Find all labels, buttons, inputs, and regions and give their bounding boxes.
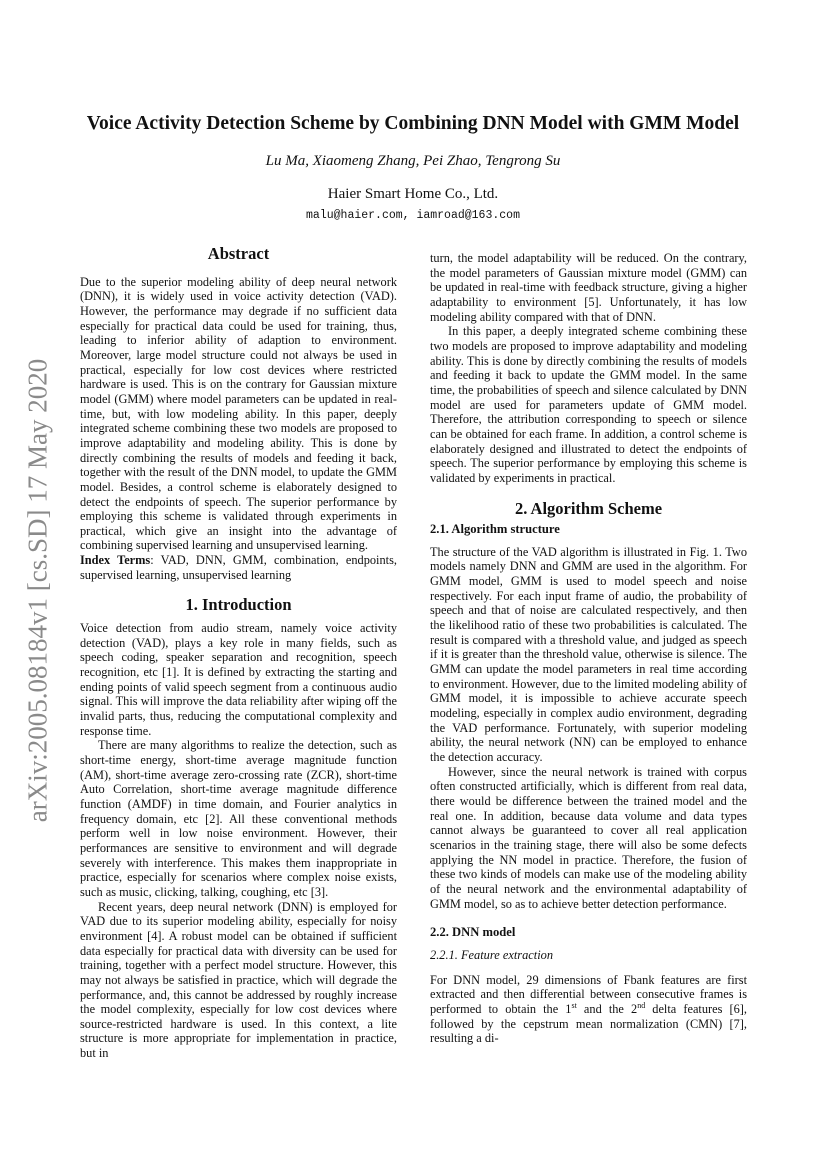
section-2-2-1-heading: 2.2.1. Feature extraction [430, 947, 554, 962]
abstract-text: Due to the superior modeling ability of deep neural network (DNN), it is widely used in voice activity detection (VAD). However, the performance may degrade if no sufficient data especially for practical data could be used for training, thus, leading to inferior ability of adaption to environment. Moreover, large model structure could not always be used in practical, especially for low cost devices where restricted hardware is used. This is on the contrary for Gaussian mixture model (GMM) where model parameters can be updated in real-time, but, with low modeling ability. In this paper, deeply integrated scheme combining these two models are proposed to improve adaptability and modeling ability. This is done by directly combining the results of models and feeding it back, together with the result of the DNN model, to update the GMM model. Besides, a control scheme is elaborately designed to detect the endpoints of speech. The superior performance by employing this scheme is validated through experiments in practical, which give an insight into the advantage of combining supervised learning and unsupervised learning. [80, 274, 397, 553]
superscript: st [571, 1000, 577, 1010]
right-column [430, 251, 747, 1046]
index-terms [80, 553, 397, 582]
paper-title: Voice Activity Detection Scheme by Combining DNN Model with GMM Model [86, 113, 740, 134]
abstract-heading: Abstract [207, 244, 270, 263]
intro-paragraph: There are many algorithms to realize the detection, such as short-time energy, short-time average magnitude function (AM), short-time average zero-crossing rate (ZCR), short-time Auto Correlation, short-time average magnitude difference function (AMDF) in time domain, and Fourier analytics in frequency domain, etc [2]. All these conventional methods perform well in low noise environment. However, their performances are sensitive to environment and will degrade severely with interference. This makes them inappropriate in practice, especially for scenarios where complex noise exists, such as music, clicking, talking, coughing, etc [3]. [80, 738, 397, 899]
intro-heading: 1. Introduction [185, 595, 292, 615]
index-terms-label: Index Terms [80, 553, 151, 568]
intro-paragraph: Recent years, deep neural network (DNN) is employed for VAD due to its superior modeling ability, especially for noisy environment [4]. A robust model can be obtained if sufficient data especially for practical data with diversity can be used for training, together with a perfect model structure. However, this may not always be satisfied in practice, which will degrade the performance, and, this cannot be addressed by roughly increase the model complexity, especially for low cost devices where source-restricted hardware is used. In this context, a lite structure is more appropriate for implementation in practice, but in [80, 899, 397, 1061]
index-terms-text: : VAD, DNN, GMM, combination, endpoints, supervised learning, unsupervised learning [80, 553, 397, 582]
section-2-1-heading: 2.1. Algorithm structure [430, 522, 560, 537]
emails: malu@haier.com, iamroad@163.com [306, 209, 520, 222]
intro-paragraph: Voice detection from audio stream, namely voice activity detection (VAD), plays a key role in many fields, such as speech coding, speaker separation and recognition, speech recognition, etc [1]. It is defined by extracting the starting and ending points of valid speech segment from a continuous audio signal. This will improve the data reliability after wiping off the invalid parts, thus, reducing the computational complexity and response time. [80, 621, 397, 738]
arxiv-stamp: arXiv:2005.08184v1 [cs.SD] 17 May 2020 [22, 358, 53, 823]
affiliation: Haier Smart Home Co., Ltd. [327, 186, 499, 202]
algo-paragraph: The structure of the VAD algorithm is illustrated in Fig. 1. Two models namely DNN and GMM are used in the algorithm. For GMM model, GMM is used to model speech and noise respectively. For each input frame of audio, the probability of speech and that of noise are calculated respectively, and then the likelihood ratio of these two probabilities is calculated. The result is compared with a threshold value, and judged as speech if it is greater than the threshold value, otherwise is silence. The GMM can update the model parameters in real time according to environment. However, due to the limited modeling ability of GMM model, it is impossible to achieve accurate speech modeling, especially in complex audio environment, degrading the VAD performance. Fortunately, with superior modeling ability, the neural network (NN) can be employed to enhance the detection accuracy. [430, 544, 747, 764]
intro-paragraph: turn, the model adaptability will be reduced. On the contrary, the model parameters of Gaussian mixture model (GMM) can be updated in real-time with feedback structure, giving a higher adaptability to environment [5]. Unfortunately, it has low modeling ability compared with that of DNN. [430, 251, 747, 324]
text-run: For DNN model, 29 dimensions of Fbank features are first extracted and then differential between consecutive frames is performed to obtain the 1 [430, 972, 747, 1016]
left-column [80, 244, 397, 1061]
algorithm-heading: 2. Algorithm Scheme [514, 498, 663, 518]
algo-paragraph: However, since the neural network is trained with corpus often constructed artificially, which is different from real data, there would be difference between the trained model and the real one. In addition, because data volume and data types cannot always be guaranteed to cover all real application scenarios in the training stage, there will also be some defects applying the NN model in practice. Therefore, the fusion of these two kinds of models can make use of the modeling ability of the neural network and the environmental adaptability of GMM model, so as to achieve better detection performance. [430, 764, 747, 911]
intro-paragraph: In this paper, a deeply integrated scheme combining these two models are proposed to improve adaptability and modeling ability. This is done by directly combining the results of models and feeding it back to update the GMM model. In the same time, the probabilities of speech and silence calculated by DNN model are used for parameters update of GMM model. Therefore, the attribution corresponding to speech or silence can be obtained for each frame. In addition, a control scheme is elaborately designed and illustrated to detect the endpoints of speech. The superior performance by employing this scheme is validated by experiments in practical. [430, 324, 747, 485]
authors: Lu Ma, Xiaomeng Zhang, Pei Zhao, Tengrong Su [265, 153, 561, 169]
text-run: delta features [6], followed by the cepstrum mean normalization (CMN) [7], resulting a di- [430, 1001, 747, 1046]
algo-paragraph [430, 973, 747, 1046]
section-2-2-heading: 2.2. DNN model [430, 925, 516, 940]
text-run: and the 2 [576, 1001, 638, 1016]
superscript: nd [637, 1000, 646, 1010]
